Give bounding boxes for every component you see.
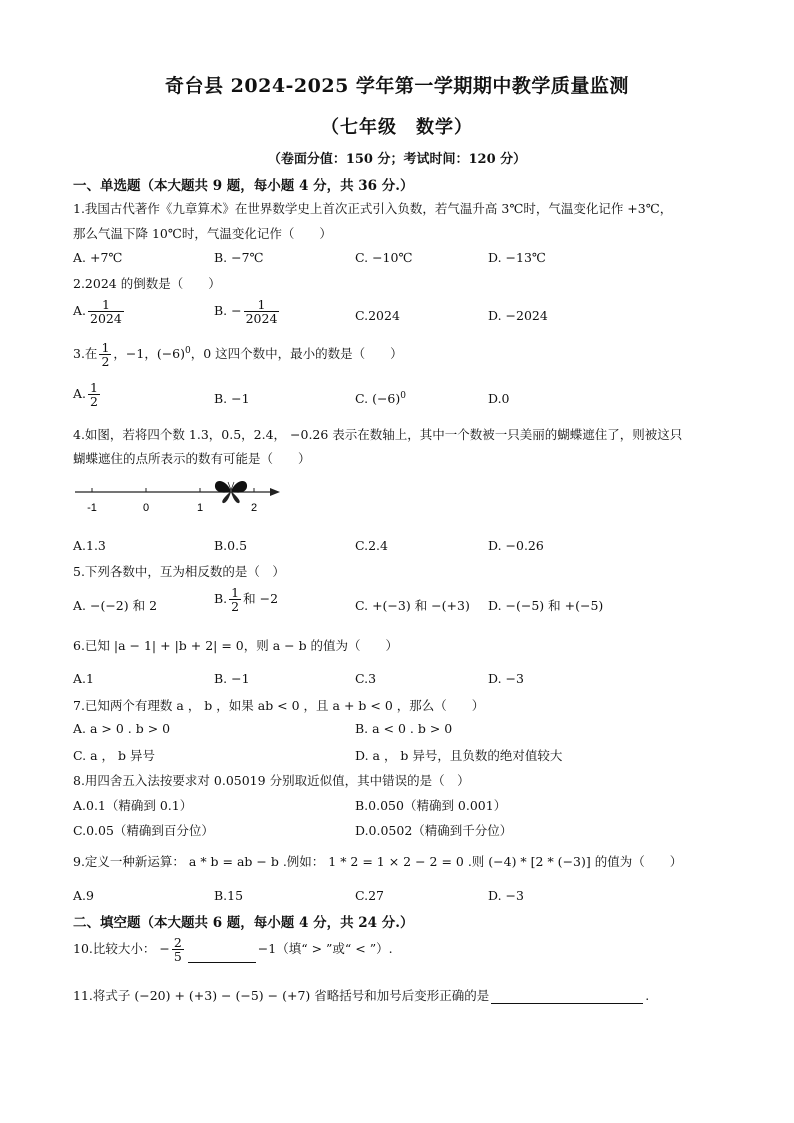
- q9-option-c: C.27: [355, 888, 384, 903]
- q3-exponent: 0: [185, 345, 191, 356]
- q6-option-c: C.3: [355, 671, 377, 686]
- q2-option-a-numerator: 1: [101, 297, 110, 312]
- q3-option-a-numerator: 1: [90, 380, 98, 395]
- q5-option-b-suffix: 和 −2: [243, 591, 279, 607]
- q10-suffix: −1（填“ > ”或“ < ”）.: [257, 941, 393, 957]
- q1-option-d: D. −13℃: [488, 250, 546, 265]
- q5-option-b-denominator: 2: [231, 599, 240, 615]
- q2-option-b: [214, 298, 281, 325]
- q3-prefix: 3.在: [73, 346, 98, 362]
- q11-answer-blank[interactable]: [491, 989, 643, 1004]
- q7-option-c: C. a ， b 异号: [73, 748, 155, 763]
- q3-option-c: [355, 391, 406, 406]
- section1-heading: 一、单选题（本大题共 9 题，每小题 4 分，共 36 分.）: [73, 178, 414, 194]
- q10-answer-blank[interactable]: [188, 948, 256, 963]
- q5-option-b-fraction: [229, 586, 241, 613]
- q11-stem: 11.将式子 (−20) + (+3) − (−5) − (+7) 省略括号和加号后变形正确的是: [73, 988, 490, 1003]
- q3-option-a-label: A.: [73, 386, 87, 402]
- q3-option-c-base: C. (−6): [355, 391, 401, 407]
- q4-stem-line2: 蝴蝶遮住的点所表示的数有可能是（ ）: [73, 451, 311, 466]
- q9-option-d: D. −3: [488, 888, 524, 903]
- q5-option-d: D. −(−5) 和 +(−5): [488, 598, 604, 613]
- q4-option-a: A.1.3: [73, 538, 106, 553]
- q3-option-a: [73, 381, 102, 408]
- q3-suffix: ，0 这四个数中，最小的数是（ ）: [190, 346, 403, 362]
- q2-option-b-label: B. −: [214, 303, 242, 319]
- q5-option-b: [214, 586, 278, 613]
- q3-option-c-exponent: 0: [400, 391, 406, 401]
- q10-numerator: 2: [173, 935, 182, 950]
- q9-option-b: B.15: [214, 888, 244, 903]
- q5-option-b-numerator: 1: [231, 585, 240, 600]
- q2-option-a: [73, 298, 126, 325]
- q9-stem: 9.定义一种新运算： a * b = ab − b .例如： 1 * 2 = 1 × 2 − 2 = 0 .则 (−4) * [2 * (−3)] 的值为（ ）: [73, 854, 683, 869]
- score-info: （卷面分值：150 分；考试时间：120 分）: [267, 152, 527, 167]
- q4-option-b: B.0.5: [214, 538, 248, 553]
- q1-stem-line2: 那么气温下降 10℃时，气温变化记作（ ）: [73, 226, 332, 241]
- q4-stem-line1: 4.如图，若将四个数 1.3，0.5，2.4， −0.26 表示在数轴上，其中一个数被一只美丽的蝴蝶遮住了，则被这只: [73, 427, 683, 442]
- q1-option-c: C. −10℃: [355, 250, 413, 265]
- section2-heading: 二、填空题（本大题共 6 题，每小题 4 分，共 24 分.）: [73, 915, 414, 931]
- q3-mid: ，−1，(−6): [113, 346, 185, 362]
- q7-stem: 7.已知两个有理数 a ， b ，如果 ab < 0 ，且 a + b < 0 ，那么（ ）: [73, 698, 485, 713]
- q3-stem: [73, 341, 734, 368]
- q7-option-b: B. a < 0 . b > 0: [355, 721, 453, 736]
- q10-denominator: 5: [173, 949, 182, 965]
- number-line-arrow: [270, 488, 280, 496]
- q2-option-b-numerator: 1: [257, 297, 266, 312]
- q4-option-c: C.2.4: [355, 538, 388, 553]
- q5-option-b-label: B.: [214, 591, 228, 607]
- q9-option-a: A.9: [73, 888, 94, 903]
- q3-option-d: D.0: [488, 391, 510, 406]
- tick-label-2: 2: [250, 502, 258, 514]
- q6-option-b: B. −1: [214, 671, 250, 686]
- tick-label-0: 0: [142, 502, 150, 514]
- q8-option-c: C.0.05（精确到百分位）: [73, 823, 214, 838]
- number-line-figure: [73, 478, 293, 518]
- q3-option-a-fraction: [88, 381, 100, 408]
- q3-half-fraction: [99, 341, 111, 368]
- q11-end: .: [645, 988, 650, 1003]
- q2-option-b-fraction: [244, 298, 280, 325]
- q6-option-d: D. −3: [488, 671, 524, 686]
- q8-option-d: D.0.0502（精确到千分位）: [355, 823, 513, 838]
- q2-option-c: C.2024: [355, 308, 400, 323]
- q3-half-numerator: 1: [101, 340, 110, 355]
- q8-option-a: A.0.1（精确到 0.1）: [73, 798, 193, 813]
- q2-option-a-denominator: 2024: [90, 311, 122, 327]
- q5-stem: 5.下列各数中，互为相反数的是（ ）: [73, 564, 285, 579]
- q10-stem: [73, 936, 734, 963]
- exam-subtitle: （七年级 数学）: [321, 117, 473, 138]
- q2-option-b-denominator: 2024: [245, 311, 278, 327]
- tick-label-1: 1: [196, 502, 204, 514]
- exam-title: 奇台县 2024-2025 学年第一学期期中教学质量监测: [165, 75, 629, 97]
- q2-option-a-fraction: [88, 298, 124, 325]
- q2-option-a-label: A.: [73, 303, 87, 319]
- q5-option-a: A. −(−2) 和 2: [73, 598, 158, 613]
- q11-stem-line: [73, 986, 734, 1004]
- q6-stem: 6.已知 |a − 1| + |b + 2| = 0，则 a − b 的值为（ ）: [73, 638, 399, 653]
- q1-option-b: B. −7℃: [214, 250, 264, 265]
- q4-option-d: D. −0.26: [488, 538, 544, 553]
- q6-option-a: A.1: [73, 671, 94, 686]
- q10-fraction: [172, 936, 184, 963]
- q10-prefix: 10.比较大小： −: [73, 941, 170, 957]
- q1-option-a: A. +7℃: [73, 250, 123, 265]
- q2-stem: 2.2024 的倒数是（ ）: [73, 276, 221, 291]
- q3-option-b: B. −1: [214, 391, 250, 406]
- q5-option-c: C. +(−3) 和 −(+3): [355, 598, 470, 613]
- q3-option-a-denominator: 2: [90, 394, 98, 410]
- tick-label-minus1: -1: [87, 502, 97, 514]
- q1-stem-line1: 1.我国古代著作《九章算术》在世界数学史上首次正式引入负数，若气温升高 3℃时，气温变化记作 +3℃，: [73, 201, 673, 216]
- q7-option-a: A. a > 0 . b > 0: [73, 721, 171, 736]
- q2-option-d: D. −2024: [488, 308, 548, 323]
- q8-option-b: B.0.050（精确到 0.001）: [355, 798, 507, 813]
- q3-half-denominator: 2: [101, 354, 110, 370]
- q8-stem: 8.用四舍五入法按要求对 0.05019 分别取近似值，其中错误的是（ ）: [73, 773, 470, 788]
- q7-option-d: D. a ， b 异号，且负数的绝对值较大: [355, 748, 563, 763]
